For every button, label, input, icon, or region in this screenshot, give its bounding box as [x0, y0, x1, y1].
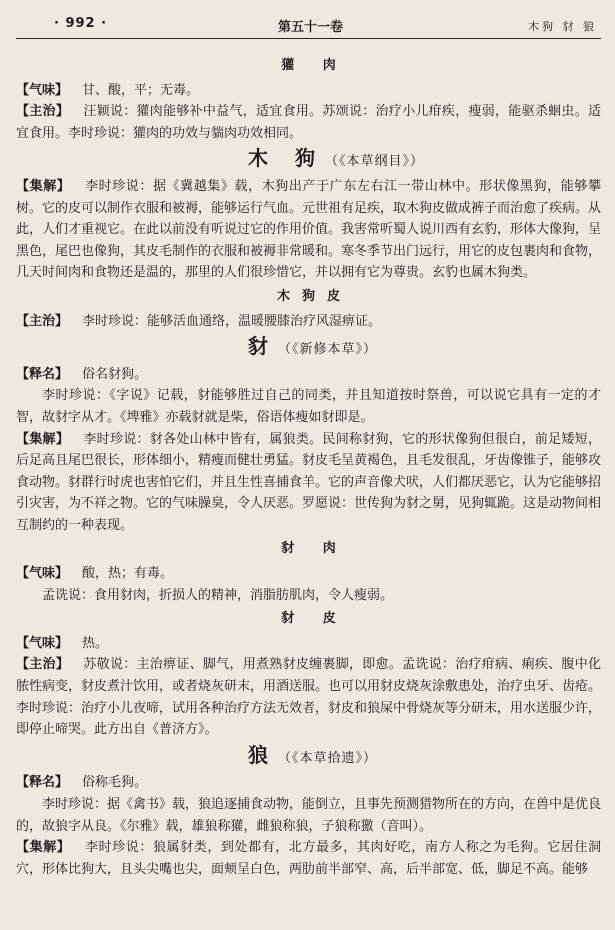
- paragraph: [16, 429, 601, 537]
- paragraph-text: 李时珍说：狼属豺类，到处都有，北方最多，其肉好吃，南方人称之为毛狗。它居住洞穴，形体比狗大，且头尖嘴也尖，面颊呈白色，两肋前半部窄、高，后半部宽、低，脚足不高。能够: [16, 840, 601, 877]
- section-tag: 【主治】: [16, 104, 70, 120]
- paragraph-text: 甘、酸，平；无毒。: [82, 82, 200, 98]
- section-tag: 【集解】: [16, 840, 71, 856]
- paragraph: [16, 772, 601, 794]
- paragraph: 李时珍说：据《禽书》载，狼追逐捕食动物，能倒立，且事先预测猎物所在的方向，在兽中是优良的，故狼字从良。《尔雅》载，雄狼称獾，雌狼称狼，子狼称獥（音叫）。: [16, 797, 602, 834]
- paragraph: [16, 654, 601, 740]
- entry-source: （《本草纲目》）: [324, 154, 424, 170]
- page-body: [16, 39, 601, 880]
- section-tag: 【集解】: [16, 431, 70, 447]
- entry-name: 狼: [248, 742, 278, 767]
- subheading-huanrou: 獾 肉: [281, 58, 348, 73]
- entry-name: 木 狗: [248, 146, 325, 171]
- paragraph: [16, 101, 601, 144]
- paragraph: [16, 563, 601, 585]
- paragraph-text: 汪颖说：獾肉能够补中益气，适宜食用。苏颂说：治疗小儿疳疾，瘦弱，能驱杀蛔虫。适宜食用。李时珍说：獾肉的功效与貒肉功效相同。: [16, 104, 601, 141]
- paragraph-text: 李时珍说：能够活血通络，温暖腰膝治疗风湿痹证。: [82, 313, 382, 329]
- paragraph-text: 李时珍说：豺各处山林中皆有，属狼类。民间称豺狗，它的形状像狗但很白，前足矮短，后足高且尾巴很长，形体细小，精瘦而健壮勇猛。豺皮毛呈黄褐色，且毛发很乱，牙齿像锥子，能够攻食动物。豺群行时虎也害怕它们，并且生性喜捕食羊。它的声音像犬吠，人们都厌恶它，认为它能够招引灾害，为不祥之物。它的气味臊臭，令人厌恶。罗愿说：世传狗为豺之舅，见狗辄跪。这是动物间相互制约的一种表现。: [16, 431, 602, 533]
- paragraph-text: 热。: [82, 635, 109, 651]
- section-tag: 【主治】: [16, 657, 70, 673]
- section-tag: 【气味】: [16, 635, 69, 651]
- entry-title-mugou: [248, 148, 601, 173]
- entry-title-chai: [248, 336, 601, 361]
- paragraph: [16, 633, 601, 655]
- paragraph: [16, 80, 601, 102]
- paragraph: [16, 176, 601, 284]
- page-header: [16, 0, 601, 39]
- section-tag: 【气味】: [16, 566, 69, 582]
- section-tag: 【集解】: [16, 178, 71, 194]
- section-tag: 【气味】: [16, 82, 69, 98]
- entry-source: （《本草拾遗》）: [278, 750, 378, 766]
- paragraph: [16, 311, 601, 333]
- subheading-chai-rou: 豺 肉: [281, 541, 348, 557]
- paragraph: 李时珍说：《字说》记载，豺能够胜过自己的同类，并且知道按时祭兽，可以说它具有一定的才智，故豺字从才。《埤雅》亦载豺就是柴，俗语体瘦如豺即是。: [16, 388, 601, 425]
- subheading-mugou-pi: 木狗皮: [276, 288, 352, 304]
- entry-name: 豺: [248, 334, 278, 359]
- paragraph-text: 俗名豺狗。: [82, 366, 148, 382]
- page-number: · 992 ·: [54, 16, 108, 31]
- subheading-chai-pi: 豺 皮: [281, 611, 348, 627]
- running-head: 木狗 豺 狼: [528, 20, 597, 33]
- entry-source: （《新修本草》）: [278, 342, 378, 358]
- paragraph-text: 酸，热；有毒。: [82, 566, 174, 582]
- entry-title-lang: [248, 742, 601, 770]
- paragraph-text: 俗称毛狗。: [82, 775, 148, 791]
- section-tag: 【释名】: [16, 775, 69, 791]
- paragraph: [16, 837, 601, 880]
- section-tag: 【释名】: [16, 366, 69, 382]
- paragraph-text: 苏敬说：主治痹证、脚气，用煮熟豺皮缠裹脚，即愈。孟诜说：治疗疳病、痢疾、腹中化脓性病变，豺皮煮汁饮用，或者烧灰研末，用酒送服。也可以用豺皮烧灰涂敷患处，治疗虫牙、齿疮。李时珍说：治疗小儿夜啼，试用各种治疗方法无效者，豺皮和狼屎中骨烧灰等分研末，用水送服少许，即停止啼哭。此方出自《普济方》。: [16, 657, 602, 738]
- volume-title: 第五十一卷: [278, 20, 344, 35]
- paragraph-text: 李时珍说：据《冀越集》载，木狗出产于广东左右江一带山林中。形状像黑狗，能够攀树。它的皮可以制作衣服和被褥，能够运行气血。元世祖有足疾，取木狗皮做成裤子而治愈了疾病。从此，人们才重视它。在此以前没有听说过它的作用价值。我害常听蜀人说川西有玄豹，形体大像狗，呈黑色，尾巴也像狗，其皮毛制作的衣服和被褥非常暖和。寒冬季节出门远行，用它的皮包裹肉和食物，几天时间肉和食物还是温的，那里的人们很珍惜它，并以拥有它为尊贵。玄豹也属木狗类。: [16, 178, 602, 281]
- paragraph: [16, 364, 601, 386]
- section-tag: 【主治】: [16, 313, 69, 329]
- paragraph: 孟诜说：食用豺肉，折损人的精神，消脂肪肌肉，令人瘦弱。: [42, 587, 394, 603]
